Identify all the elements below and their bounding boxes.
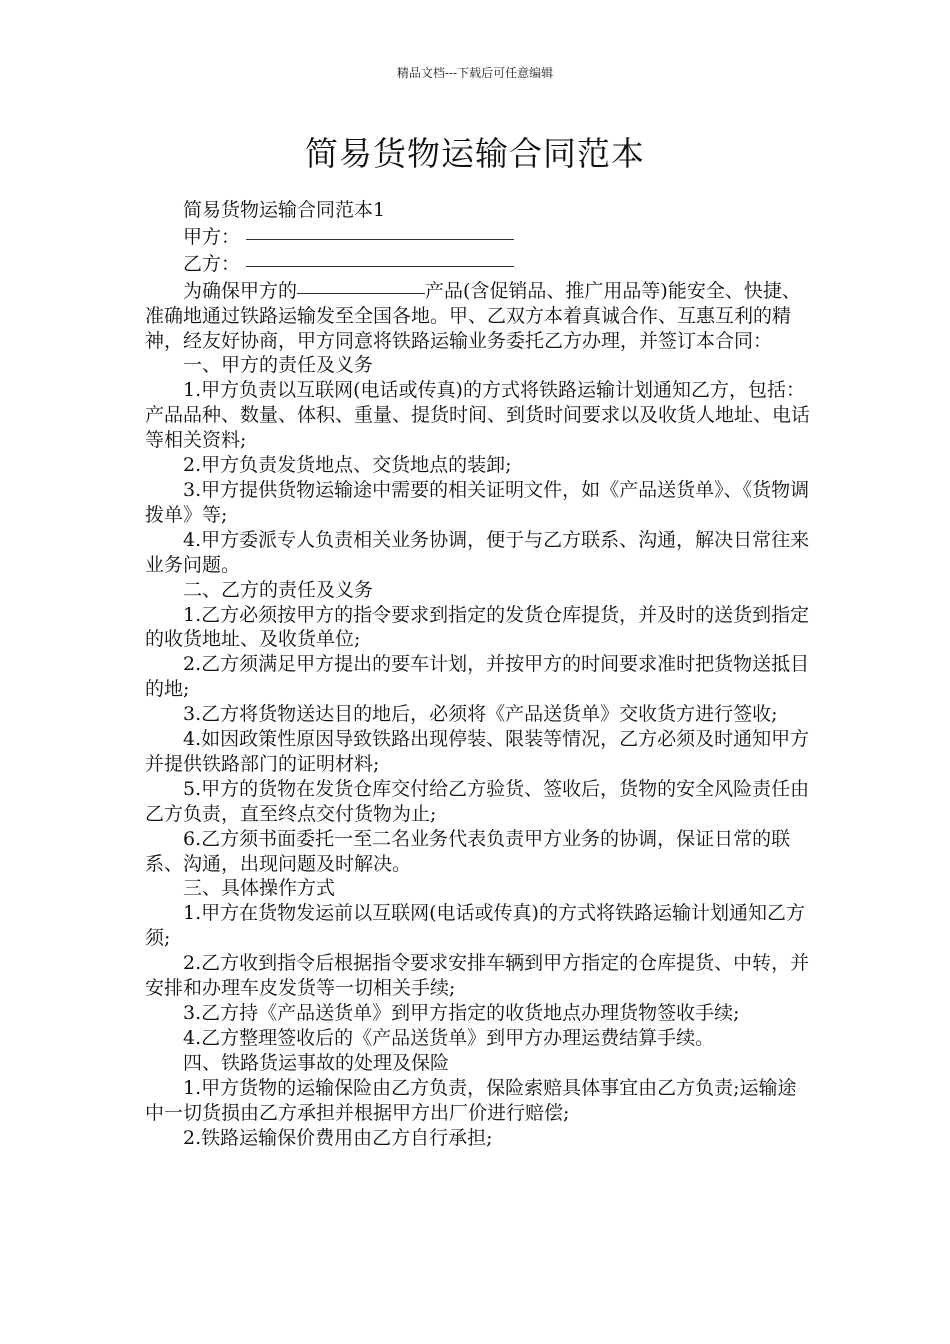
- product-blank: [297, 274, 425, 294]
- party-b-line: [145, 250, 813, 277]
- section-heading: 二、乙方的责任及义务: [183, 578, 374, 601]
- section-item: 1.甲方在货物发运前以互联网(电话或传真)的方式将铁路运输计划通知乙方须;: [145, 902, 805, 950]
- section-item: 5.甲方的货物在发货仓库交付给乙方验货、签收后，货物的安全风险责任由乙方负责，直至终点交付货物为止;: [145, 777, 810, 825]
- section-item: 3.甲方提供货物运输途中需要的相关证明文件，如《产品送货单》、《货物调拨单》等;: [145, 478, 810, 526]
- header-note: 精品文档---下载后可任意编辑: [396, 66, 554, 80]
- document-body: [145, 198, 813, 1150]
- intro-before-blank: 为确保甲方的: [183, 279, 298, 302]
- section-item: 1.甲方货物的运输保险由乙方负责，保险索赔具体事宜由乙方负责;运输途中一切货损由乙方承担并根据甲方出厂价进行赔偿;: [145, 1076, 797, 1124]
- subtitle: 简易货物运输合同范本1: [183, 199, 386, 221]
- party-b-label: 乙方：: [183, 252, 241, 275]
- section-heading: 一、甲方的责任及义务: [183, 354, 374, 377]
- section-item: 1.甲方负责以互联网(电话或传真)的方式将铁路运输计划通知乙方，包括：产品品种、数量、体积、重量、提货时间、到货时间要求以及收货人地址、电话等相关资料;: [145, 379, 811, 452]
- section-item: 4.乙方整理签收后的《产品送货单》到甲方办理运费结算手续。: [183, 1026, 715, 1049]
- party-a-blank: [246, 220, 514, 240]
- intro-paragraph: [145, 277, 813, 354]
- section-item: 2.甲方负责发货地点、交货地点的装卸;: [183, 454, 512, 477]
- party-a-label: 甲方：: [183, 225, 241, 248]
- section-item: 1.乙方必须按甲方的指令要求到指定的发货仓库提货，并及时的送货到指定的收货地址、及收货单位;: [145, 603, 810, 651]
- section-heading: 四、铁路货运事故的处理及保险: [183, 1051, 450, 1074]
- document-title: 简易货物运输合同范本: [305, 134, 645, 173]
- section-item: 2.乙方收到指令后根据指令要求安排车辆到甲方指定的仓库提货、中转，并安排和办理车皮发货等一切相关手续;: [145, 952, 810, 1000]
- section-heading: 三、具体操作方式: [183, 877, 336, 900]
- party-b-blank: [246, 247, 514, 267]
- section-item: 6.乙方须书面委托一至二名业务代表负责甲方业务的协调，保证日常的联系、沟通，出现问题及时解决。: [145, 827, 791, 875]
- section-item: 3.乙方将货物送达目的地后，必须将《产品送货单》交收货方进行签收;: [183, 703, 778, 726]
- section-item: 4.如因政策性原因导致铁路出现停装、限装等情况，乙方必须及时通知甲方并提供铁路部门的证明材料;: [145, 728, 810, 775]
- intro-after-blank: 产品(含促销品、推广用品等)能安全、快捷、准确地通过铁路运输发至全国各地。甲、乙双方本着真诚合作、互惠互利的精神，经友好协商，甲方同意将铁路运输业务委托乙方办理，并签订本合同：: [145, 279, 801, 352]
- party-a-line: [145, 223, 813, 250]
- section-item: 4.甲方委派专人负责相关业务协调，便于与乙方联系、沟通，解决日常往来业务问题。: [145, 528, 810, 576]
- section-item: 2.铁路运输保价费用由乙方自行承担;: [183, 1126, 493, 1149]
- section-item: 3.乙方持《产品送货单》到甲方指定的收货地点办理货物签收手续;: [183, 1002, 740, 1024]
- section-item: 2.乙方须满足甲方提出的要车计划，并按甲方的时间要求准时把货物送抵目的地;: [145, 653, 810, 701]
